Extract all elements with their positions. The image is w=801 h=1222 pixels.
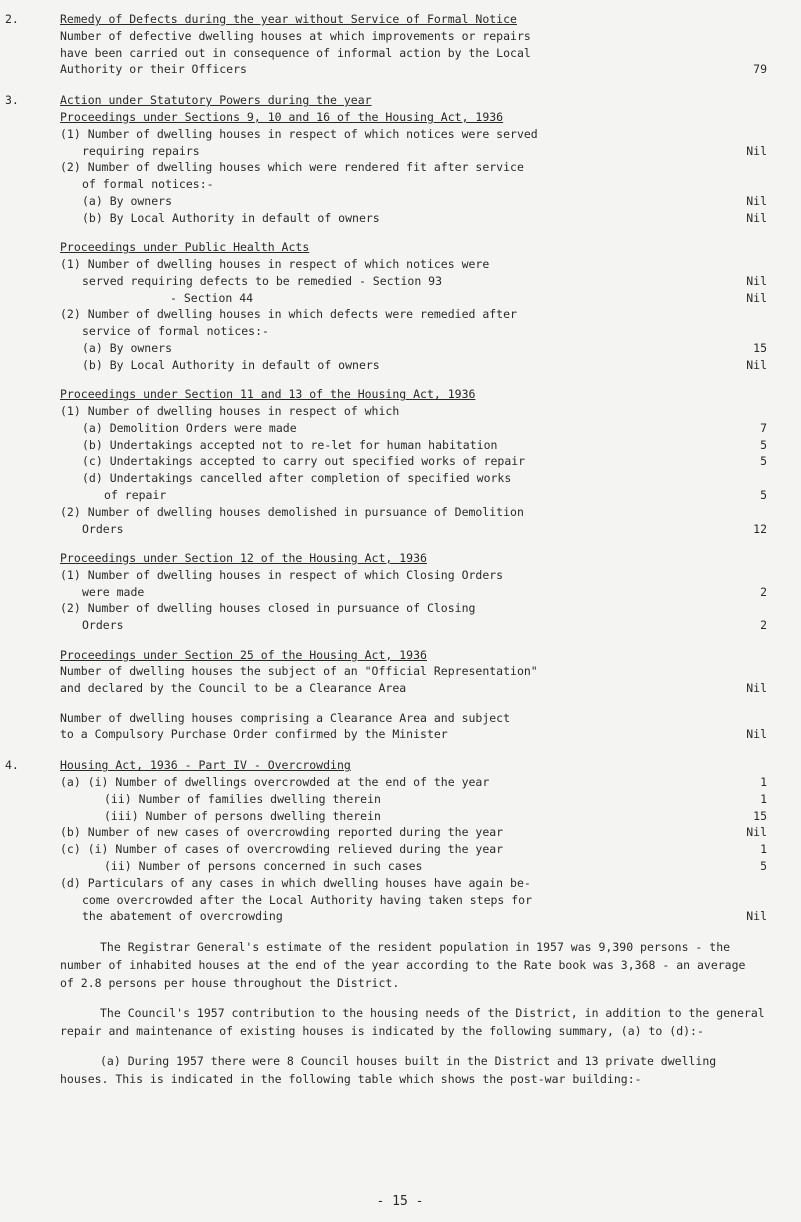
table-row: [0, 857, 801, 875]
table-row: [0, 583, 801, 601]
row-value: 5: [760, 454, 767, 469]
table-row: [0, 807, 801, 825]
row-label: (a) By owners: [82, 341, 173, 355]
row-label: Number of dwelling houses the subject of an "Official Representation": [60, 664, 538, 679]
row-value: Nil: [746, 681, 767, 696]
table-row: [0, 469, 801, 487]
row-value: 5: [760, 437, 767, 452]
row-value: Nil: [746, 357, 767, 372]
table-row: [0, 616, 801, 634]
row-label: requiring repairs: [82, 143, 200, 158]
table-row: [0, 322, 801, 340]
row-value: 5: [760, 859, 767, 873]
row-label: (c) Undertakings accepted to carry out specified works of repair: [82, 454, 526, 469]
table-row: [0, 891, 801, 909]
row-value: 79: [753, 62, 767, 77]
row-label: served requiring defects to be remedied - Section 93: [82, 273, 443, 288]
row-label: (2) Number of dwelling houses in which defects were remedied after: [60, 307, 517, 322]
table-row: [0, 272, 801, 290]
body-paragraph: The Council's 1957 contribution to the housing needs of the District, in addition to the general repair and maintenance of existing houses is indicated by the following summary, (a) to (d):-: [60, 1006, 765, 1039]
row-value: 1: [760, 775, 767, 789]
table-row: [0, 823, 801, 841]
row-value: 15: [753, 808, 767, 823]
body-paragraph: The Registrar General's estimate of the resident population in 1957 was 9,390 persons - the number of inhabited houses at the end of the year according to the Rate book was 3,368 - an average of 2.8 persons per house throughout the District.: [60, 940, 746, 991]
table-row: [0, 452, 801, 470]
table-row: [0, 175, 801, 193]
table-row: [0, 486, 801, 504]
row-label: were made: [82, 584, 145, 599]
row-label: come overcrowded after the Local Authority having taken steps for: [82, 892, 533, 907]
row-label: of repair: [104, 488, 167, 502]
row-label: (a) (i) Number of dwellings overcrowded at the end of the year: [60, 775, 490, 789]
table-row: [0, 158, 801, 176]
row-label: (2) Number of dwelling houses which were rendered fit after service: [60, 160, 524, 175]
row-value: Nil: [746, 825, 767, 840]
row-label: Orders: [82, 521, 124, 536]
section-number: 4.: [5, 758, 19, 773]
table-row: [0, 679, 801, 697]
row-label: Number of dwelling houses comprising a Clearance Area and subject: [60, 710, 511, 725]
table-row: [0, 662, 801, 680]
row-value: 15: [753, 341, 767, 355]
table-row: [0, 874, 801, 892]
page-number: - 15 -: [376, 1194, 424, 1209]
table-row: [0, 142, 801, 160]
section-title: Housing Act, 1936 - Part IV - Overcrowding: [60, 758, 351, 773]
row-label: - Section 44: [170, 290, 254, 305]
row-label: the abatement of overcrowding: [82, 909, 283, 924]
table-row: [0, 419, 801, 437]
section-number: 2.: [5, 12, 19, 26]
section-number: 3.: [5, 93, 19, 108]
row-label: (1) Number of dwelling houses in respect of which Closing Orders: [60, 567, 504, 582]
row-value: 7: [760, 420, 767, 435]
row-label: have been carried out in consequence of informal action by the Local: [60, 45, 531, 60]
table-row: [0, 60, 801, 78]
table-row: [0, 108, 801, 126]
table-row: [0, 209, 801, 227]
row-label: Proceedings under Section 11 and 13 of the Housing Act, 1936: [60, 387, 476, 402]
row-value: 1: [760, 791, 767, 806]
row-label: (iii) Number of persons dwelling therein: [104, 808, 381, 823]
table-row: [0, 44, 801, 62]
row-value: Nil: [746, 727, 767, 742]
table-row: [0, 549, 801, 567]
table-row: [0, 503, 801, 521]
row-label: (b) Undertakings accepted not to re-let for human habitation: [82, 437, 498, 452]
table-row: [0, 289, 801, 307]
row-value: 5: [760, 488, 767, 502]
table-row: [0, 356, 801, 374]
row-label: Number of defective dwelling houses at which improvements or repairs: [60, 28, 531, 43]
row-label: (b) By Local Authority in default of owners: [82, 210, 380, 225]
table-row: [0, 385, 801, 403]
row-label: and declared by the Council to be a Clearance Area: [60, 681, 407, 696]
row-value: Nil: [746, 273, 767, 288]
row-value: 12: [753, 521, 767, 536]
row-label: Proceedings under Section 12 of the Housing Act, 1936: [60, 551, 427, 565]
row-label: (d) Undertakings cancelled after completion of specified works: [82, 471, 512, 486]
row-label: Proceedings under Public Health Acts: [60, 240, 310, 255]
row-value: 2: [760, 584, 767, 599]
table-row: [0, 790, 801, 808]
table-row: [0, 255, 801, 273]
table-row: [0, 339, 801, 357]
row-label: (d) Particulars of any cases in which dwelling houses have again be-: [60, 875, 531, 890]
table-row: [0, 566, 801, 584]
row-label: (a) By owners: [82, 194, 173, 208]
section-heading: [0, 756, 801, 774]
row-label: (1) Number of dwelling houses in respect of which: [60, 404, 400, 418]
row-label: service of formal notices:-: [82, 324, 269, 339]
table-row: [0, 646, 801, 664]
row-label: to a Compulsory Purchase Order confirmed by the Minister: [60, 727, 448, 742]
table-row: [0, 27, 801, 45]
table-row: [0, 125, 801, 143]
row-label: (a) Demolition Orders were made: [82, 420, 297, 435]
row-label: (b) By Local Authority in default of owners: [82, 357, 380, 372]
row-value: 2: [760, 618, 767, 633]
row-label: Proceedings under Section 25 of the Housing Act, 1936: [60, 647, 427, 662]
section-title: Action under Statutory Powers during the year: [60, 93, 372, 108]
table-row: [0, 520, 801, 538]
row-label: (ii) Number of families dwelling therein: [104, 791, 381, 806]
row-label: (1) Number of dwelling houses in respect of which notices were served: [60, 126, 538, 141]
table-row: [0, 238, 801, 256]
row-value: Nil: [746, 290, 767, 305]
section-heading: [0, 10, 801, 28]
section-title: Remedy of Defects during the year without Service of Formal Notice: [60, 12, 517, 26]
table-row: [0, 840, 801, 858]
table-row: [0, 773, 801, 791]
row-label: (2) Number of dwelling houses closed in pursuance of Closing: [60, 601, 476, 616]
row-value: Nil: [746, 143, 767, 158]
row-label: (b) Number of new cases of overcrowding reported during the year: [60, 825, 504, 840]
table-row: [0, 725, 801, 743]
row-value: 1: [760, 842, 767, 857]
body-paragraph: (a) During 1957 there were 8 Council houses built in the District and 13 private dwelling houses. This is indicated in the following table which shows the post-war building:-: [60, 1054, 717, 1087]
row-value: Nil: [746, 909, 767, 924]
table-row: [0, 907, 801, 925]
row-label: Authority or their Officers: [60, 62, 247, 77]
table-row: [0, 305, 801, 323]
row-label: Orders: [82, 618, 124, 633]
row-label: of formal notices:-: [82, 177, 214, 192]
section-heading: [0, 91, 801, 109]
row-value: Nil: [746, 194, 767, 208]
table-row: [0, 599, 801, 617]
row-label: (2) Number of dwelling houses demolished in pursuance of Demolition: [60, 504, 524, 519]
table-row: [0, 402, 801, 420]
row-label: (1) Number of dwelling houses in respect of which notices were: [60, 257, 490, 271]
row-label: (ii) Number of persons concerned in such cases: [104, 859, 423, 873]
row-label: (c) (i) Number of cases of overcrowding relieved during the year: [60, 842, 504, 857]
table-row: [0, 192, 801, 210]
row-label: Proceedings under Sections 9, 10 and 16 of the Housing Act, 1936: [60, 110, 504, 124]
row-value: Nil: [746, 210, 767, 225]
table-row: [0, 709, 801, 727]
table-row: [0, 436, 801, 454]
